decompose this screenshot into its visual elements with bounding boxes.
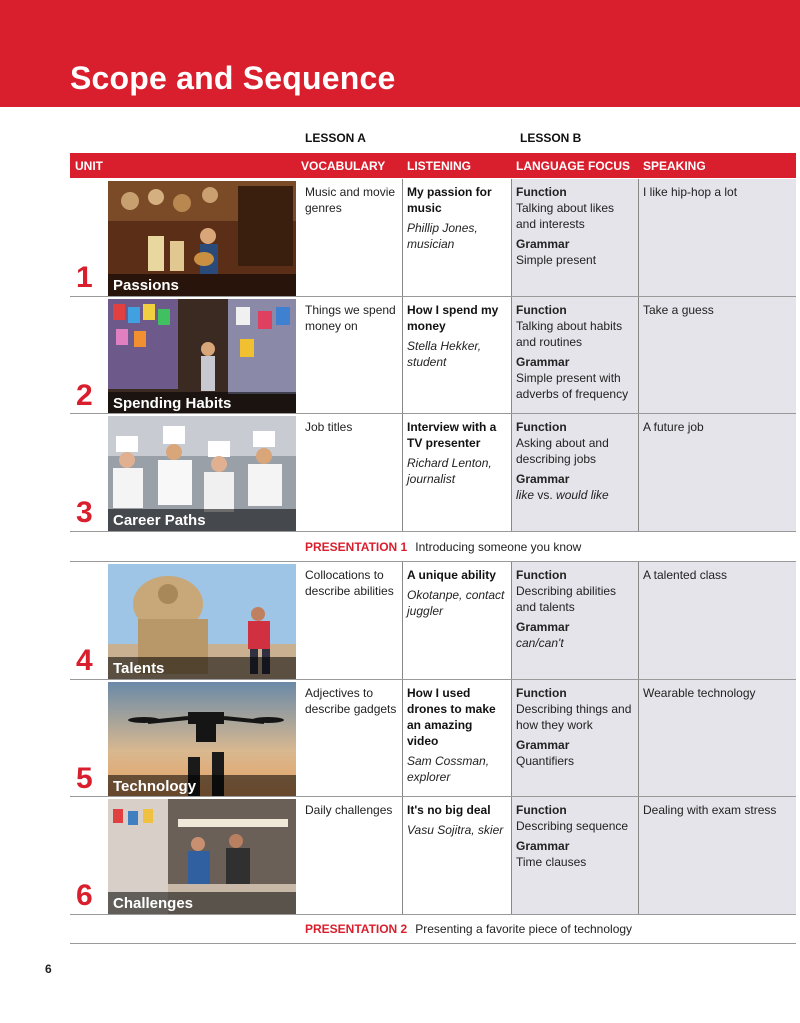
listening-cell bbox=[402, 414, 511, 531]
listening-speaker: Okotanpe, contact juggler bbox=[407, 588, 505, 618]
listening-title: My passion for music bbox=[407, 185, 492, 215]
presentation-2-text: Presenting a favorite piece of technology bbox=[415, 922, 633, 936]
title-banner bbox=[0, 0, 800, 107]
listening-title: It's no big deal bbox=[407, 803, 491, 817]
unit-row bbox=[70, 797, 796, 914]
unit-number: 1 bbox=[76, 261, 93, 294]
unit-name: Spending Habits bbox=[113, 395, 232, 412]
function-text: Describing abilities and talents bbox=[516, 584, 617, 614]
speaking-cell bbox=[638, 179, 796, 296]
grammar-text: Simple present bbox=[516, 253, 597, 267]
function-text: Talking about habits and routines bbox=[516, 319, 623, 349]
function-label: Function bbox=[516, 420, 567, 434]
speaking-text: Dealing with exam stress bbox=[643, 803, 777, 817]
speaking-text: A talented class bbox=[643, 568, 728, 582]
function-label: Function bbox=[516, 568, 567, 582]
language-focus-cell bbox=[511, 297, 638, 414]
table-header bbox=[70, 153, 796, 178]
header-listening: LISTENING bbox=[407, 159, 472, 173]
listening-speaker: Stella Hekker, student bbox=[407, 339, 482, 369]
grammar-text: Time clauses bbox=[516, 855, 587, 869]
function-label: Function bbox=[516, 686, 567, 700]
listening-title: Interview with a TV presenter bbox=[407, 420, 497, 450]
vocabulary-text: Job titles bbox=[305, 420, 353, 434]
unit-name: Talents bbox=[113, 660, 165, 677]
presentation-1 bbox=[305, 540, 581, 554]
unit-row bbox=[70, 297, 796, 414]
listening-speaker: Vasu Sojitra, skier bbox=[407, 823, 504, 837]
speaking-text: Wearable technology bbox=[643, 686, 756, 700]
language-focus-cell bbox=[511, 797, 638, 914]
unit-row bbox=[70, 562, 796, 679]
header-language-focus: LANGUAGE FOCUS bbox=[516, 159, 630, 173]
unit-name: Career Paths bbox=[113, 512, 206, 529]
vocabulary-text: Adjectives to describe gadgets bbox=[305, 686, 397, 716]
unit-photo bbox=[108, 682, 296, 797]
unit-caption bbox=[108, 892, 296, 914]
unit-photo bbox=[108, 416, 296, 531]
grammar-term-a: like bbox=[516, 488, 535, 502]
unit-name: Technology bbox=[113, 778, 197, 795]
presentation-1-label: PRESENTATION 1 bbox=[305, 540, 408, 554]
language-focus-cell bbox=[511, 179, 638, 296]
unit-caption bbox=[108, 657, 296, 679]
speaking-cell bbox=[638, 797, 796, 914]
row-divider bbox=[70, 531, 796, 532]
unit-number: 2 bbox=[76, 379, 93, 412]
function-label: Function bbox=[516, 803, 567, 817]
function-text: Describing things and how they work bbox=[516, 702, 632, 732]
presentation-2-label: PRESENTATION 2 bbox=[305, 922, 408, 936]
listening-title: A unique ability bbox=[407, 568, 496, 582]
grammar-text: Simple present with adverbs of frequency bbox=[516, 371, 629, 401]
vocabulary-text: Things we spend money on bbox=[305, 303, 396, 333]
grammar-label: Grammar bbox=[516, 472, 570, 486]
unit-photo bbox=[108, 181, 296, 296]
listening-cell bbox=[402, 562, 511, 679]
listening-cell bbox=[402, 179, 511, 296]
unit-photo bbox=[108, 299, 296, 414]
listening-title: How I used drones to make an amazing video bbox=[407, 686, 496, 748]
page-title: Scope and Sequence bbox=[70, 60, 396, 96]
speaking-text: A future job bbox=[643, 420, 704, 434]
unit-name: Passions bbox=[113, 277, 179, 294]
presentation-1-text: Introducing someone you know bbox=[415, 540, 582, 554]
language-focus-cell bbox=[511, 562, 638, 679]
function-text: Describing sequence bbox=[516, 819, 629, 833]
lesson-a-label: LESSON A bbox=[305, 131, 366, 145]
listening-cell bbox=[402, 297, 511, 414]
page-number: 6 bbox=[45, 962, 52, 976]
grammar-label: Grammar bbox=[516, 620, 570, 634]
unit-caption bbox=[108, 509, 296, 531]
vocabulary-cell bbox=[301, 797, 402, 914]
unit-row bbox=[70, 179, 796, 296]
unit-caption bbox=[108, 392, 296, 414]
speaking-cell bbox=[638, 297, 796, 414]
listening-speaker: Sam Cossman, explorer bbox=[407, 754, 490, 784]
header-unit: UNIT bbox=[75, 159, 103, 173]
unit-number: 6 bbox=[76, 879, 93, 912]
vocabulary-cell bbox=[301, 562, 402, 679]
row-divider bbox=[70, 914, 796, 915]
speaking-text: Take a guess bbox=[643, 303, 714, 317]
listening-cell bbox=[402, 797, 511, 914]
function-label: Function bbox=[516, 303, 567, 317]
unit-photo bbox=[108, 799, 296, 914]
vocabulary-cell bbox=[301, 179, 402, 296]
grammar-connector: vs. bbox=[534, 488, 557, 502]
grammar-label: Grammar bbox=[516, 355, 570, 369]
row-divider bbox=[70, 943, 796, 944]
unit-row bbox=[70, 414, 796, 531]
unit-photo bbox=[108, 564, 296, 679]
grammar-label: Grammar bbox=[516, 839, 570, 853]
grammar-term-b: would like bbox=[556, 488, 609, 502]
listening-cell bbox=[402, 680, 511, 797]
unit-row bbox=[70, 680, 796, 797]
unit-caption bbox=[108, 274, 296, 296]
presentation-2 bbox=[305, 922, 632, 936]
vocabulary-cell bbox=[301, 680, 402, 797]
listening-speaker: Richard Lenton, journalist bbox=[407, 456, 492, 486]
listening-speaker: Phillip Jones, musician bbox=[407, 221, 478, 251]
unit-number: 4 bbox=[76, 644, 93, 677]
lesson-b-label: LESSON B bbox=[520, 131, 582, 145]
function-text: Asking about and describing jobs bbox=[516, 436, 609, 466]
vocabulary-text: Collocations to describe abilities bbox=[305, 568, 394, 598]
vocabulary-text: Daily challenges bbox=[305, 803, 393, 817]
grammar-text: Quantifiers bbox=[516, 754, 575, 768]
vocabulary-cell bbox=[301, 297, 402, 414]
unit-number: 5 bbox=[76, 762, 93, 795]
unit-caption bbox=[108, 775, 296, 797]
grammar-label: Grammar bbox=[516, 237, 570, 251]
header-vocabulary: VOCABULARY bbox=[301, 159, 386, 173]
speaking-cell bbox=[638, 562, 796, 679]
unit-name: Challenges bbox=[113, 895, 194, 912]
listening-title: How I spend my money bbox=[407, 303, 499, 333]
language-focus-cell bbox=[511, 414, 638, 531]
speaking-text: I like hip-hop a lot bbox=[643, 185, 738, 199]
grammar-text: can/can't bbox=[516, 636, 564, 650]
vocabulary-text: Music and movie genres bbox=[305, 185, 396, 215]
grammar-label: Grammar bbox=[516, 738, 570, 752]
header-speaking: SPEAKING bbox=[643, 159, 706, 173]
grammar-text bbox=[516, 488, 609, 502]
function-label: Function bbox=[516, 185, 567, 199]
function-text: Talking about likes and interests bbox=[516, 201, 615, 231]
unit-number: 3 bbox=[76, 496, 93, 529]
vocabulary-cell bbox=[301, 414, 402, 531]
speaking-cell bbox=[638, 680, 796, 797]
language-focus-cell bbox=[511, 680, 638, 797]
speaking-cell bbox=[638, 414, 796, 531]
